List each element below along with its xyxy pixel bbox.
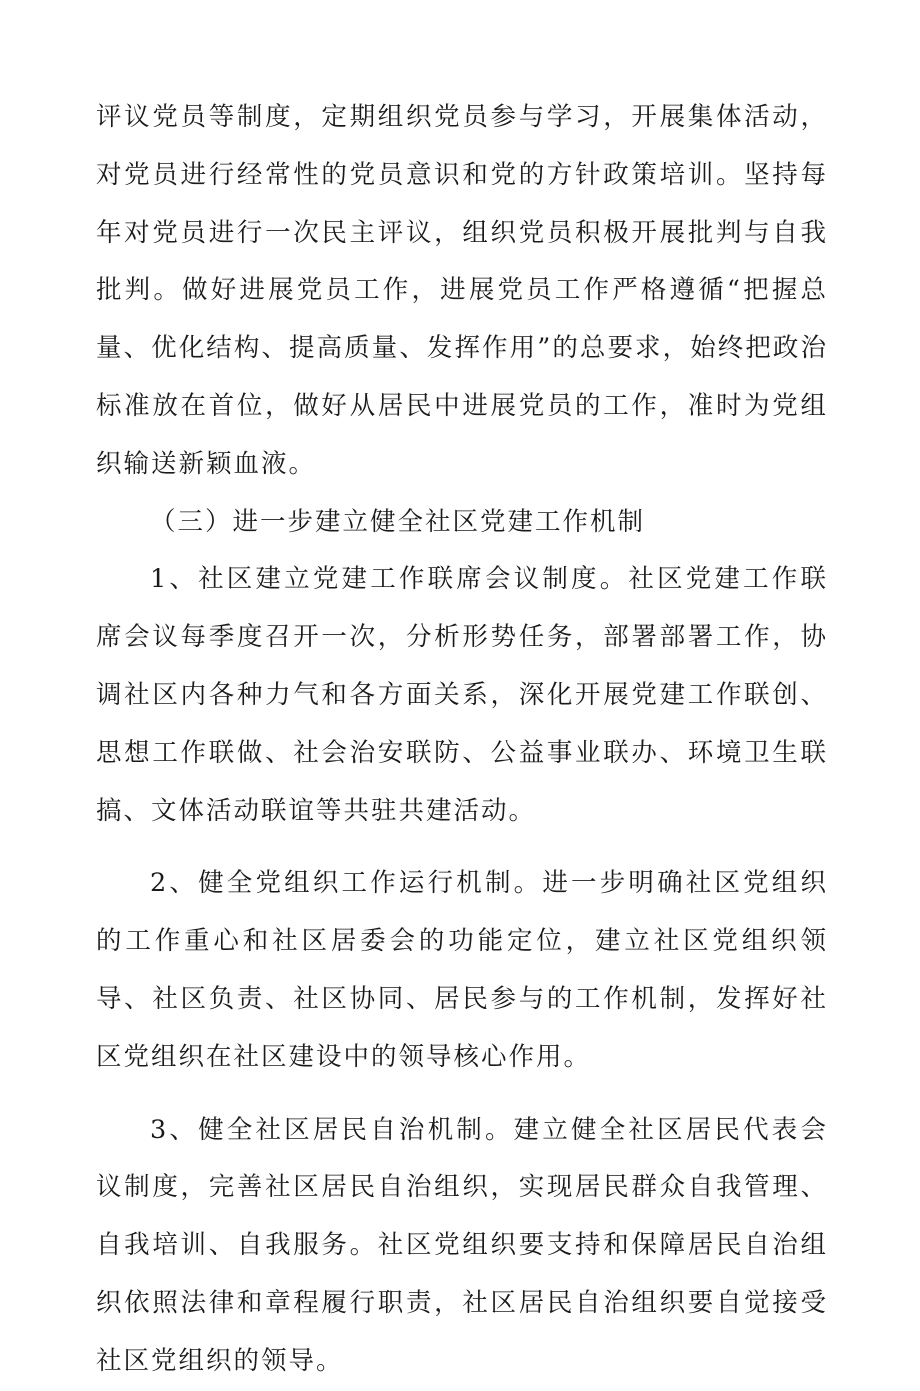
paragraph-item-2: 2、健全党组织工作运行机制。进一步明确社区党组织的工作重心和社区居委会的功能定位，建立社区党组织领导、社区负责、社区协同、居民参与的工作机制，发挥好社区党组织在社区建设中的领导核心作用。 [96, 868, 828, 1072]
paragraph-item-1: 1、社区建立党建工作联席会议制度。社区党建工作联席会议每季度召开一次，分析形势任务，部署部署工作，协调社区内各种力气和各方面关系，深化开展党建工作联创、思想工作联做、社会治安联防、公益事业联办、环境卫生联搞、文体活动联谊等共驻共建活动。 [96, 564, 828, 826]
paragraph-item-3: 3、健全社区居民自治机制。建立健全社区居民代表会议制度，完善社区居民自治组织，实现居民群众自我管理、自我培训、自我服务。社区党组织要支持和保障居民自治组织依照法律和章程履行职责，社区居民自治组织要自觉接受社区党组织的领导。 [96, 1114, 828, 1376]
section-heading: （三）进一步建立健全社区党建工作机制 [150, 506, 646, 537]
paragraph-continuation: 评议党员等制度，定期组织党员参与学习，开展集体活动，对党员进行经常性的党员意识和党的方针政策培训。坚持每年对党员进行一次民主评议，组织党员积极开展批判与自我批判。做好进展党员工作，进展党员工作严格遵循“把握总量、优化结构、提高质量、发挥作用”的总要求，始终把政治标准放在首位，做好从居民中进展党员的工作，准时为党组织输送新颖血液。 [96, 102, 828, 479]
